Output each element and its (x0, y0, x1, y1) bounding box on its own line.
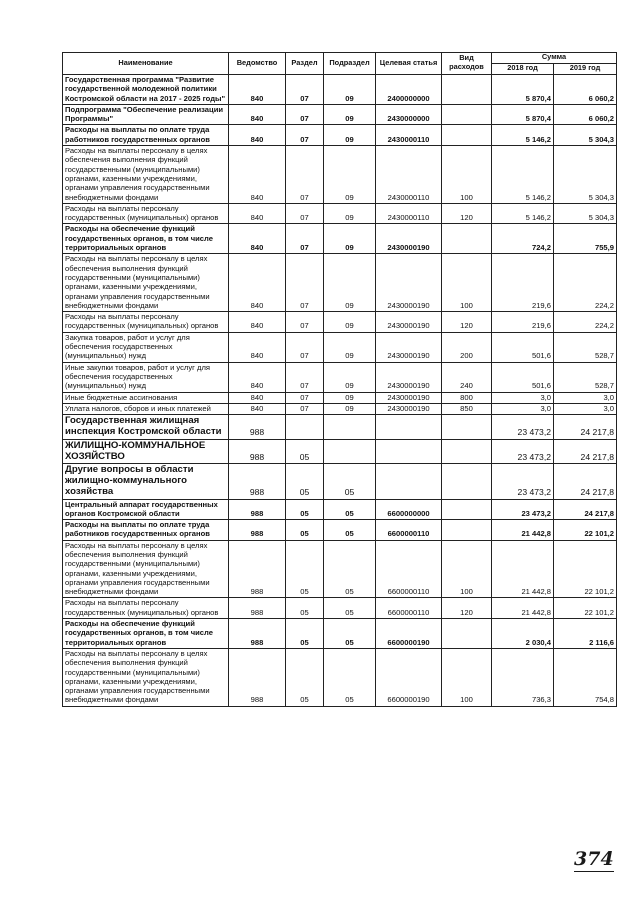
row-dept: 840 (229, 125, 286, 146)
table-row (63, 598, 617, 619)
row-subsection: 09 (324, 362, 376, 392)
row-sum-2018: 5 146,2 (492, 146, 554, 204)
row-target: 6600000000 (376, 499, 442, 520)
row-name: Расходы на обеспечение функций государственных органов, в том числе территориальных органов (63, 224, 229, 254)
row-section: 05 (286, 540, 324, 598)
row-sum-2018: 3,0 (492, 403, 554, 414)
table-row (63, 619, 617, 649)
row-name: Расходы на выплаты персоналу государственных (муниципальных) органов (63, 598, 229, 619)
table-row (63, 403, 617, 414)
row-subsection (324, 415, 376, 439)
row-subsection: 09 (324, 146, 376, 204)
row-target (376, 439, 442, 463)
row-sum-2018: 501,6 (492, 362, 554, 392)
row-section: 07 (286, 332, 324, 362)
row-section: 05 (286, 648, 324, 706)
row-subsection: 05 (324, 598, 376, 619)
row-expense-type: 100 (442, 648, 492, 706)
row-name: Государственная жилищная инспекция Костромской области (63, 415, 229, 439)
row-sum-2018: 5 146,2 (492, 203, 554, 224)
row-expense-type: 200 (442, 332, 492, 362)
header-sum: Сумма (492, 53, 617, 64)
row-expense-type (442, 520, 492, 541)
row-sum-2018: 2 030,4 (492, 619, 554, 649)
row-subsection: 09 (324, 312, 376, 333)
row-subsection: 09 (324, 224, 376, 254)
row-sum-2018: 724,2 (492, 224, 554, 254)
row-target: 2430000000 (376, 104, 442, 125)
row-section: 07 (286, 75, 324, 105)
row-dept: 840 (229, 104, 286, 125)
row-name: Расходы на выплаты по оплате труда работников государственных органов (63, 520, 229, 541)
row-expense-type (442, 499, 492, 520)
row-subsection: 05 (324, 499, 376, 520)
table-row (63, 520, 617, 541)
row-subsection: 09 (324, 254, 376, 312)
row-sum-2019: 528,7 (554, 332, 617, 362)
row-sum-2018: 5 146,2 (492, 125, 554, 146)
row-expense-type (442, 439, 492, 463)
row-subsection: 09 (324, 104, 376, 125)
row-name: Закупка товаров, работ и услуг для обеспечения государственных (муниципальных) нужд (63, 332, 229, 362)
row-target: 6600000190 (376, 619, 442, 649)
row-sum-2018: 3,0 (492, 392, 554, 403)
row-subsection: 05 (324, 540, 376, 598)
row-subsection: 09 (324, 75, 376, 105)
row-name: Расходы на выплаты персоналу в целях обеспечения выполнения функций государственными (муниципальными) органами, казенными учреждениями, органами управления государственными внебюджетными фондами (63, 146, 229, 204)
page-number-underline (574, 871, 614, 872)
row-target: 2430000190 (376, 224, 442, 254)
header-expense-type: Вид расходов (442, 53, 492, 75)
row-sum-2019: 754,8 (554, 648, 617, 706)
row-dept: 988 (229, 619, 286, 649)
row-section: 07 (286, 362, 324, 392)
row-name: Расходы на выплаты персоналу в целях обеспечения выполнения функций государственными (муниципальными) органами, казенными учреждениями, органами управления государственными внебюджетными фондами (63, 648, 229, 706)
row-expense-type: 100 (442, 540, 492, 598)
row-expense-type (442, 75, 492, 105)
row-target: 2430000110 (376, 146, 442, 204)
row-name: ЖИЛИЩНО-КОММУНАЛЬНОЕ ХОЗЯЙСТВО (63, 439, 229, 463)
row-expense-type: 800 (442, 392, 492, 403)
row-dept: 840 (229, 312, 286, 333)
row-section: 05 (286, 499, 324, 520)
row-expense-type (442, 224, 492, 254)
row-section: 05 (286, 463, 324, 499)
header-2019: 2019 год (554, 64, 617, 75)
header-dept: Ведомство (229, 53, 286, 75)
row-expense-type (442, 415, 492, 439)
row-sum-2018: 23 473,2 (492, 499, 554, 520)
row-name: Расходы на выплаты персоналу в целях обеспечения выполнения функций государственными (муниципальными) органами, казенными учреждениями, органами управления государственными внебюджетными фондами (63, 254, 229, 312)
row-sum-2019: 24 217,8 (554, 415, 617, 439)
row-expense-type: 240 (442, 362, 492, 392)
row-sum-2019: 6 060,2 (554, 104, 617, 125)
row-section: 07 (286, 392, 324, 403)
row-name: Расходы на выплаты персоналу государственных (муниципальных) органов (63, 312, 229, 333)
row-subsection: 05 (324, 648, 376, 706)
table-row (63, 254, 617, 312)
row-name: Иные бюджетные ассигнования (63, 392, 229, 403)
row-section: 07 (286, 224, 324, 254)
row-name: Подпрограмма "Обеспечение реализации Программы" (63, 104, 229, 125)
header-name: Наименование (63, 53, 229, 75)
row-sum-2018: 5 870,4 (492, 104, 554, 125)
row-sum-2019: 24 217,8 (554, 463, 617, 499)
row-target: 2430000110 (376, 125, 442, 146)
row-sum-2018: 23 473,2 (492, 415, 554, 439)
row-sum-2018: 23 473,2 (492, 463, 554, 499)
row-name: Государственная программа "Развитие государственной молодежной политики Костромской области на 2017 - 2025 годы" (63, 75, 229, 105)
header-section: Раздел (286, 53, 324, 75)
row-name: Расходы на обеспечение функций государственных органов, в том числе территориальных органов (63, 619, 229, 649)
row-expense-type (442, 619, 492, 649)
row-target: 6600000190 (376, 648, 442, 706)
row-dept: 988 (229, 415, 286, 439)
row-sum-2019: 3,0 (554, 392, 617, 403)
row-expense-type: 850 (442, 403, 492, 414)
table-row (63, 439, 617, 463)
row-target (376, 415, 442, 439)
table-row (63, 104, 617, 125)
row-subsection: 05 (324, 619, 376, 649)
row-section: 07 (286, 312, 324, 333)
row-expense-type (442, 463, 492, 499)
row-sum-2018: 21 442,8 (492, 540, 554, 598)
row-dept: 988 (229, 439, 286, 463)
row-section: 05 (286, 439, 324, 463)
table-row (63, 415, 617, 439)
row-sum-2019: 22 101,2 (554, 598, 617, 619)
row-expense-type: 100 (442, 146, 492, 204)
row-dept: 988 (229, 520, 286, 541)
table-row (63, 540, 617, 598)
row-target: 2400000000 (376, 75, 442, 105)
row-name: Центральный аппарат государственных органов Костромской области (63, 499, 229, 520)
row-sum-2019: 3,0 (554, 403, 617, 414)
row-sum-2019: 6 060,2 (554, 75, 617, 105)
row-target: 2430000190 (376, 254, 442, 312)
row-name: Иные закупки товаров, работ и услуг для обеспечения государственных (муниципальных) нужд (63, 362, 229, 392)
table-row (63, 463, 617, 499)
row-subsection: 09 (324, 403, 376, 414)
row-dept: 988 (229, 648, 286, 706)
row-sum-2018: 23 473,2 (492, 439, 554, 463)
header-target: Целевая статья (376, 53, 442, 75)
row-target: 6600000110 (376, 598, 442, 619)
row-target: 2430000190 (376, 312, 442, 333)
row-subsection (324, 439, 376, 463)
row-sum-2018: 219,6 (492, 254, 554, 312)
row-name: Расходы на выплаты персоналу в целях обеспечения выполнения функций государственными (муниципальными) органами, казенными учреждениями, органами управления государственными внебюджетными фондами (63, 540, 229, 598)
table-row (63, 648, 617, 706)
row-sum-2019: 22 101,2 (554, 540, 617, 598)
row-dept: 840 (229, 403, 286, 414)
row-expense-type: 120 (442, 598, 492, 619)
row-name: Уплата налогов, сборов и иных платежей (63, 403, 229, 414)
row-name: Расходы на выплаты персоналу государственных (муниципальных) органов (63, 203, 229, 224)
row-dept: 840 (229, 392, 286, 403)
row-sum-2019: 22 101,2 (554, 520, 617, 541)
row-subsection: 05 (324, 463, 376, 499)
row-sum-2019: 755,9 (554, 224, 617, 254)
row-sum-2019: 24 217,8 (554, 499, 617, 520)
table-row (63, 146, 617, 204)
row-target: 2430000110 (376, 203, 442, 224)
row-expense-type: 120 (442, 312, 492, 333)
row-sum-2019: 2 116,6 (554, 619, 617, 649)
row-sum-2019: 224,2 (554, 312, 617, 333)
budget-table (62, 52, 617, 707)
row-dept: 840 (229, 332, 286, 362)
page-number-text: 374 (574, 848, 614, 870)
row-section: 05 (286, 619, 324, 649)
row-sum-2019: 224,2 (554, 254, 617, 312)
row-name: Другие вопросы в области жилищно-коммунального хозяйства (63, 463, 229, 499)
row-sum-2019: 5 304,3 (554, 125, 617, 146)
row-dept: 840 (229, 362, 286, 392)
row-sum-2018: 501,6 (492, 332, 554, 362)
row-subsection: 09 (324, 392, 376, 403)
row-section: 07 (286, 203, 324, 224)
row-sum-2019: 24 217,8 (554, 439, 617, 463)
row-expense-type (442, 125, 492, 146)
header-subsection: Подраздел (324, 53, 376, 75)
row-dept: 840 (229, 254, 286, 312)
row-dept: 988 (229, 463, 286, 499)
table-row (63, 499, 617, 520)
row-section: 07 (286, 254, 324, 312)
table-row (63, 203, 617, 224)
row-dept: 840 (229, 203, 286, 224)
row-subsection: 05 (324, 520, 376, 541)
table-row (63, 75, 617, 105)
row-section: 07 (286, 403, 324, 414)
row-section: 07 (286, 146, 324, 204)
row-target: 2430000190 (376, 403, 442, 414)
row-sum-2018: 5 870,4 (492, 75, 554, 105)
table-body (63, 75, 617, 707)
row-expense-type: 100 (442, 254, 492, 312)
row-sum-2019: 528,7 (554, 362, 617, 392)
row-dept: 988 (229, 499, 286, 520)
row-subsection: 09 (324, 203, 376, 224)
row-subsection: 09 (324, 125, 376, 146)
row-section: 07 (286, 125, 324, 146)
row-expense-type: 120 (442, 203, 492, 224)
table-row (63, 362, 617, 392)
row-section: 07 (286, 104, 324, 125)
table-row (63, 125, 617, 146)
table-row (63, 392, 617, 403)
row-section: 05 (286, 598, 324, 619)
row-dept: 988 (229, 598, 286, 619)
row-dept: 840 (229, 146, 286, 204)
page-number (574, 848, 614, 870)
table-row (63, 332, 617, 362)
row-sum-2019: 5 304,3 (554, 146, 617, 204)
row-dept: 988 (229, 540, 286, 598)
row-target: 6600000110 (376, 540, 442, 598)
row-sum-2018: 736,3 (492, 648, 554, 706)
row-section: 05 (286, 520, 324, 541)
row-sum-2018: 21 442,8 (492, 520, 554, 541)
row-target: 2430000190 (376, 392, 442, 403)
row-section (286, 415, 324, 439)
row-sum-2018: 219,6 (492, 312, 554, 333)
row-name: Расходы на выплаты по оплате труда работников государственных органов (63, 125, 229, 146)
table-row (63, 224, 617, 254)
row-dept: 840 (229, 75, 286, 105)
row-expense-type (442, 104, 492, 125)
row-target: 6600000110 (376, 520, 442, 541)
row-target (376, 463, 442, 499)
row-subsection: 09 (324, 332, 376, 362)
table-row (63, 312, 617, 333)
row-sum-2018: 21 442,8 (492, 598, 554, 619)
header-2018: 2018 год (492, 64, 554, 75)
row-dept: 840 (229, 224, 286, 254)
row-target: 2430000190 (376, 332, 442, 362)
row-sum-2019: 5 304,3 (554, 203, 617, 224)
table-header (63, 53, 617, 75)
row-target: 2430000190 (376, 362, 442, 392)
